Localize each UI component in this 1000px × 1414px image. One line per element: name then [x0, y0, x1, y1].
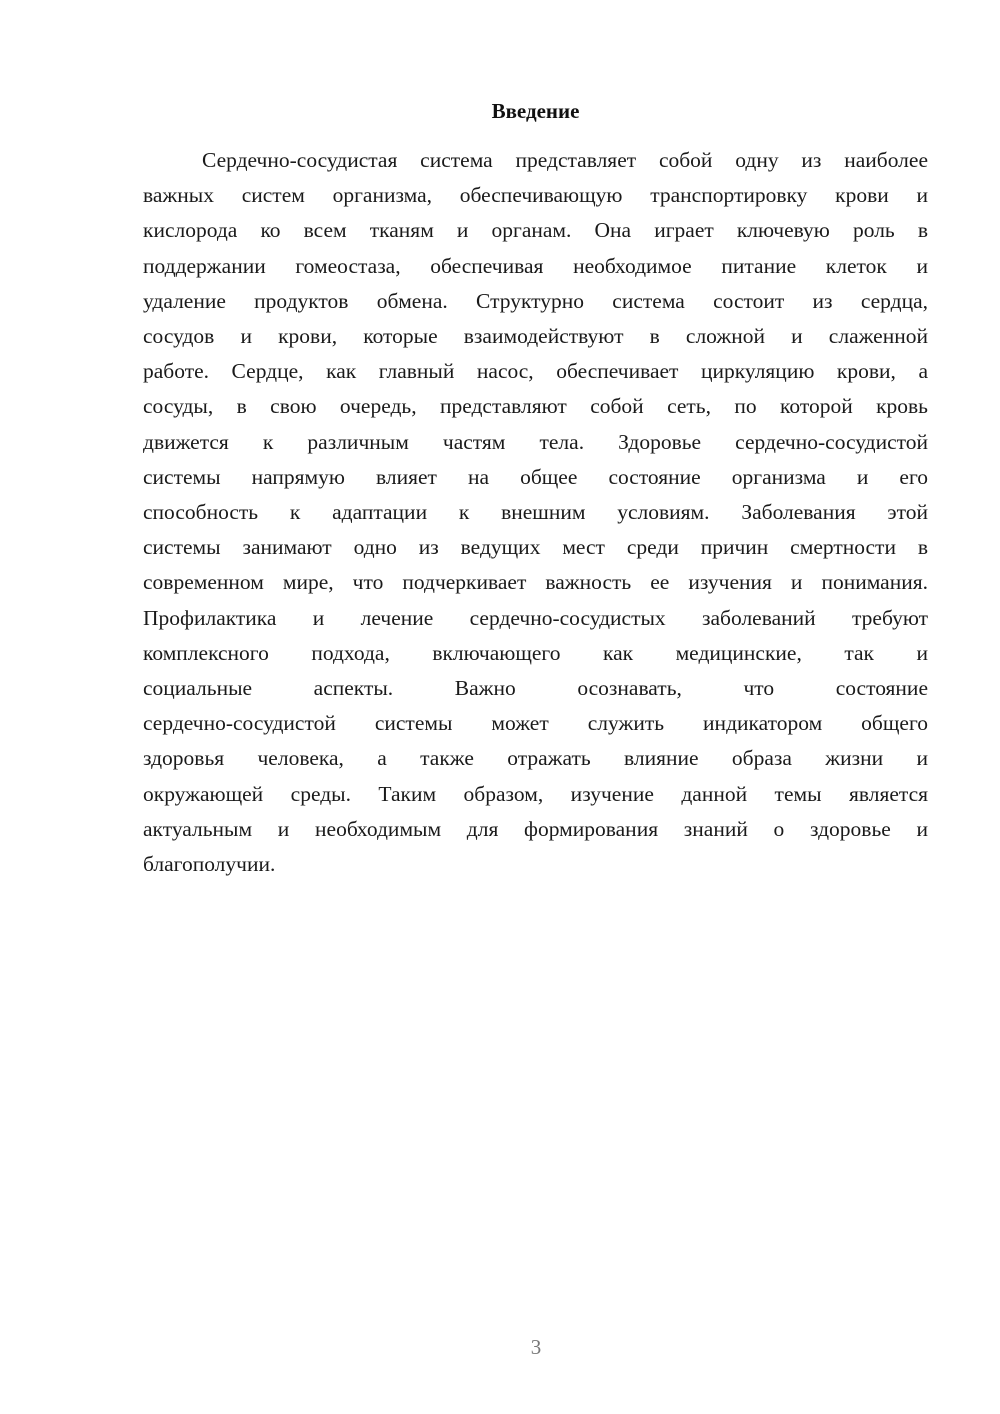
paragraph-line: современном мире, что подчеркивает важность ее изучения и понимания. [143, 570, 928, 595]
paragraph-line: поддержании гомеостаза, обеспечивая необходимое питание клеток и [143, 253, 928, 278]
paragraph-line: здоровья человека, а также отражать влияние образа жизни и [143, 746, 928, 771]
paragraph-line: актуальным и необходимым для формирования знаний о здоровье и [143, 816, 928, 841]
paragraph-line: социальные аспекты. Важно осознавать, что состояние [143, 676, 928, 701]
paragraph-line: сердечно-сосудистой системы может служить индикатором общего [143, 711, 928, 736]
body-paragraph [143, 143, 928, 882]
paragraph-line: благополучии. [143, 852, 276, 877]
paragraph-line: Профилактика и лечение сердечно-сосудистых заболеваний требуют [143, 605, 928, 630]
paragraph-line: окружающей среды. Таким образом, изучение данной темы является [143, 781, 928, 806]
paragraph-line: работе. Сердце, как главный насос, обеспечивает циркуляцию крови, а [143, 359, 928, 384]
paragraph-line: системы занимают одно из ведущих мест среди причин смертности в [143, 535, 928, 560]
paragraph-line: системы напрямую влияет на общее состояние организма и его [143, 464, 928, 489]
paragraph-line: кислорода ко всем тканям и органам. Она играет ключевую роль в [143, 218, 928, 243]
paragraph-line: движется к различным частям тела. Здоровье сердечно-сосудистой [143, 429, 928, 454]
paragraph-line: комплексного подхода, включающего как медицинские, так и [143, 640, 928, 665]
paragraph-line: удаление продуктов обмена. Структурно система состоит из сердца, [143, 288, 928, 313]
paragraph-line: важных систем организма, обеспечивающую транспортировку крови и [143, 183, 928, 208]
paragraph-line: сосуды, в свою очередь, представляют собой сеть, по которой кровь [143, 394, 928, 419]
section-title: Введение [491, 99, 580, 123]
paragraph-line: сосудов и крови, которые взаимодействуют в сложной и слаженной [143, 324, 928, 349]
paragraph-line: Сердечно-сосудистая система представляет собой одну из наиболее [202, 148, 928, 172]
page-number: 3 [530, 1335, 542, 1359]
paragraph-line: способность к адаптации к внешним условиям. Заболевания этой [143, 500, 928, 525]
